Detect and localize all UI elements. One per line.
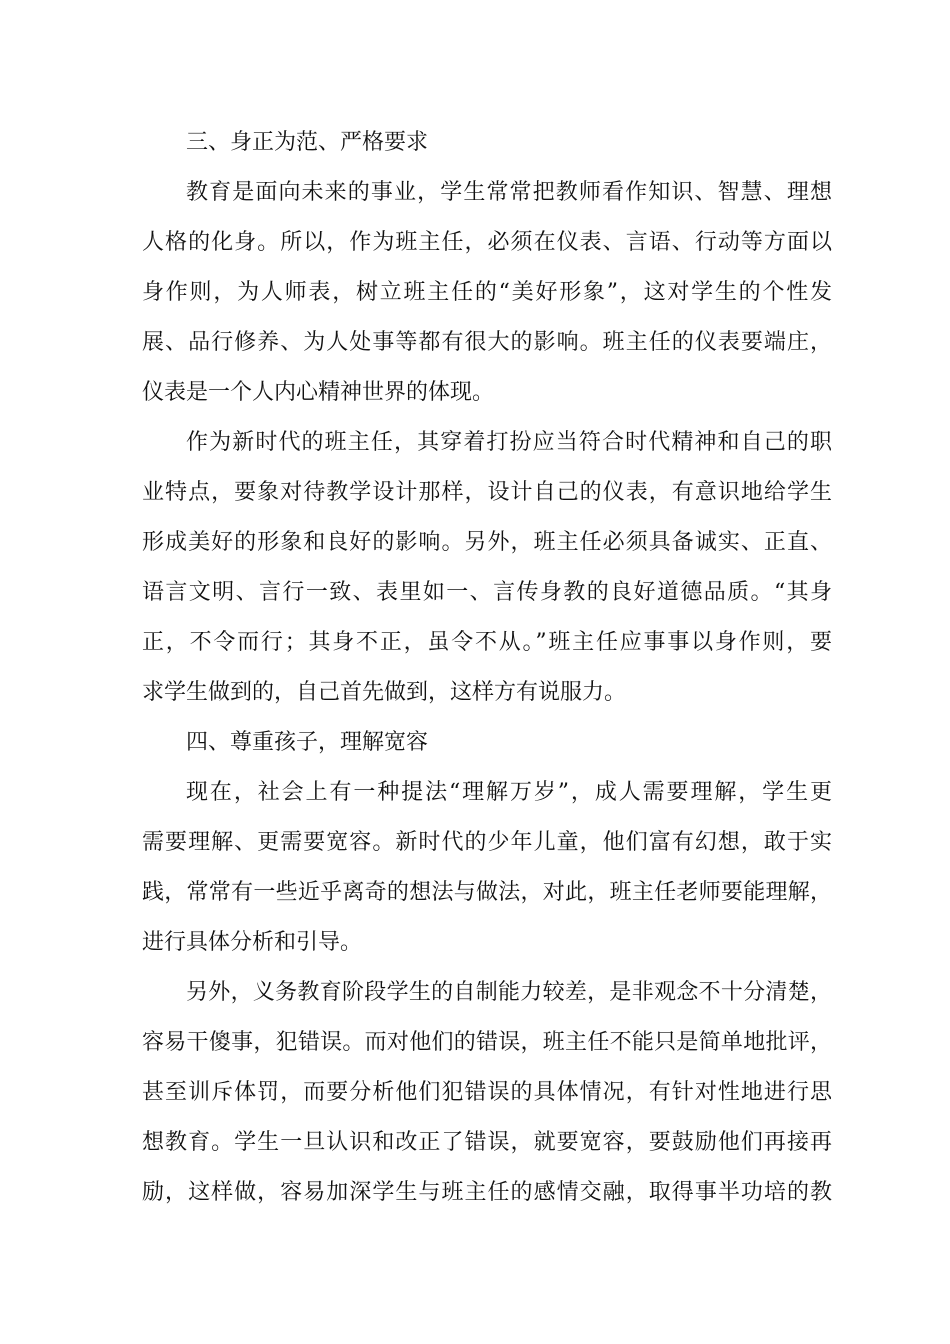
paragraph-line: 身作则，为人师表，树立班主任的“美好形象”，这对学生的个性发 (142, 280, 832, 305)
paragraph-line: 人格的化身。所以，作为班主任，必须在仪表、言语、行动等方面以 (142, 230, 832, 255)
paragraph-line: 正，不令而行；其身不正，虽令不从。”班主任应事事以身作则，要 (142, 630, 832, 655)
paragraph-line: 教育是面向未来的事业，学生常常把教师看作知识、智慧、理想 (186, 180, 832, 205)
paragraph-line: 容易干傻事，犯错误。而对他们的错误，班主任不能只是简单地批评， (142, 1030, 832, 1055)
section-heading-4: 四、尊重孩子，理解宽容 (186, 730, 429, 755)
paragraph-line: 另外，义务教育阶段学生的自制能力较差，是非观念不十分清楚， (186, 980, 832, 1005)
paragraph-line: 需要理解、更需要宽容。新时代的少年儿童，他们富有幻想，敢于实 (142, 830, 832, 855)
paragraph-line: 进行具体分析和引导。 (142, 930, 363, 955)
paragraph-line: 践，常常有一些近乎离奇的想法与做法，对此，班主任老师要能理解， (142, 880, 832, 905)
paragraph-line: 业特点，要象对待教学设计那样，设计自己的仪表，有意识地给学生 (142, 480, 832, 505)
paragraph-line: 仪表是一个人内心精神世界的体现。 (142, 380, 495, 405)
section-heading-3: 三、身正为范、严格要求 (186, 130, 429, 155)
paragraph-line: 求学生做到的，自己首先做到，这样方有说服力。 (142, 680, 627, 705)
paragraph-line: 甚至训斥体罚，而要分析他们犯错误的具体情况，有针对性地进行思 (142, 1080, 832, 1105)
paragraph-line: 想教育。学生一旦认识和改正了错误，就要宽容，要鼓励他们再接再 (142, 1130, 832, 1155)
paragraph-line: 展、品行修养、为人处事等都有很大的影响。班主任的仪表要端庄， (142, 330, 832, 355)
paragraph-line: 形成美好的形象和良好的影响。另外，班主任必须具备诚实、正直、 (142, 530, 832, 555)
paragraph-line: 作为新时代的班主任，其穿着打扮应当符合时代精神和自己的职 (186, 430, 832, 455)
paragraph-line: 励，这样做，容易加深学生与班主任的感情交融，取得事半功培的教 (142, 1180, 832, 1205)
paragraph-line: 现在，社会上有一种提法“理解万岁”，成人需要理解，学生更 (186, 780, 832, 805)
paragraph-line: 语言文明、言行一致、表里如一、言传身教的良好道德品质。“其身 (142, 580, 832, 605)
